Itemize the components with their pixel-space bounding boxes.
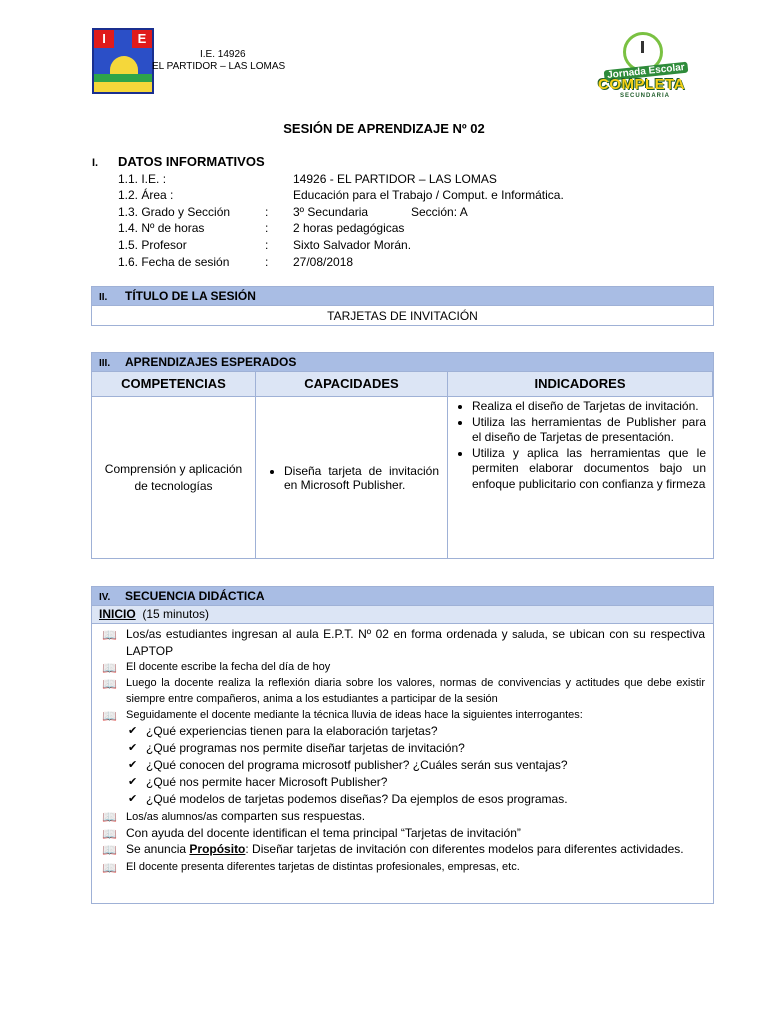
question-text: ¿Qué experiencias tienen para la elaboración tarjetas?	[146, 724, 438, 738]
info-colon: :	[265, 205, 269, 219]
question-text: ¿Qué conocen del programa microsotf publisher? ¿Cuáles serán sus ventajas?	[146, 758, 568, 772]
question-item	[126, 791, 705, 808]
questions-list	[100, 723, 705, 808]
step-item	[100, 626, 705, 659]
logo-letter-i: I	[94, 30, 114, 48]
aprendizajes-heading	[92, 353, 713, 372]
info-label: 1.5. Profesor	[118, 238, 187, 252]
check-icon: ✔	[128, 793, 138, 805]
info-label: 1.1. I.E. :	[118, 172, 167, 186]
info-label: 1.4. Nº de horas	[118, 221, 205, 235]
book-icon: 📖	[102, 677, 117, 691]
titulo-heading-text: TÍTULO DE LA SESIÓN	[125, 289, 256, 303]
step-text: : Diseñar tarjetas de invitación con diferentes modelos para diferentes actividades.	[245, 842, 684, 856]
book-icon: 📖	[102, 810, 117, 824]
book-icon: 📖	[102, 661, 117, 675]
step-item	[100, 707, 705, 723]
column-header-competencias: COMPETENCIAS	[92, 372, 256, 397]
step-item	[100, 808, 705, 825]
column-header-indicadores: INDICADORES	[448, 372, 713, 397]
question-text: ¿Qué modelos de tarjetas podemos diseñas? Da ejemplos de esos programas.	[146, 792, 568, 806]
jec-logo	[596, 30, 696, 102]
jec-line-3: SECUNDARIA	[620, 93, 671, 99]
school-name	[152, 49, 285, 73]
indicadores-list	[452, 399, 706, 492]
titulo-section	[91, 286, 714, 326]
info-label: 1.2. Área :	[118, 188, 174, 202]
titulo-num: II.	[99, 292, 108, 303]
secuencia-num: IV.	[99, 592, 111, 603]
info-value: 3º Secundaria	[293, 205, 369, 219]
datos-num: I.	[92, 157, 99, 169]
titulo-heading	[92, 287, 713, 306]
question-item	[126, 757, 705, 774]
step-text: Luego la docente realiza la reflexión diaria sobre los valores, normas de convivencias y actitudes que debe existir siempre entre compañeros, anima a los estudiantes a participar de la sesión	[126, 677, 705, 705]
indicador-item: • Realiza el diseño de Tarjetas de invitación.	[472, 399, 706, 415]
aprendizajes-num: III.	[99, 358, 111, 369]
question-text: ¿Qué programas nos permite diseñar tarjetas de invitación?	[146, 741, 465, 755]
step-text: comparten sus respuestas.	[217, 809, 366, 823]
capacidad-item: • Diseña tarjeta de invitación en Microsoft Publisher.	[284, 464, 439, 492]
document-title: SESIÓN DE APRENDIZAJE Nº 02	[283, 121, 485, 136]
secuencia-heading	[92, 587, 713, 606]
check-icon: ✔	[128, 776, 138, 788]
info-value: 27/08/2018	[293, 255, 354, 269]
step-text: Con ayuda del docente identifican el tema principal “Tarjetas de invitación”	[126, 826, 521, 840]
info-value: Educación para el Trabajo / Comput. e Informática.	[293, 188, 564, 202]
school-line-1: I.E. 14926	[200, 49, 246, 60]
step-text: El docente escribe la fecha del día de hoy	[126, 661, 331, 673]
step-text: saluda	[512, 629, 545, 641]
school-logo	[92, 28, 154, 94]
book-icon: 📖	[102, 709, 117, 723]
question-text: ¿Qué nos permite hacer Microsoft Publisher?	[146, 775, 388, 789]
book-icon: 📖	[102, 843, 117, 857]
competencia-text: Comprensión y aplicación de tecnologías	[104, 461, 243, 493]
proposito-label: Propósito	[189, 842, 246, 856]
aprendizajes-table	[92, 372, 713, 558]
info-extra: Sección: A	[411, 205, 468, 219]
info-colon: :	[265, 221, 269, 235]
question-item	[126, 740, 705, 757]
info-value: 2 horas pedagógicas	[293, 221, 405, 235]
book-icon: 📖	[102, 827, 117, 841]
school-line-2: EL PARTIDOR – LAS LOMAS	[152, 61, 286, 72]
secuencia-heading-text: SECUENCIA DIDÁCTICA	[125, 589, 265, 603]
step-item	[100, 860, 705, 875]
check-icon: ✔	[128, 742, 138, 754]
secuencia-section	[91, 586, 714, 904]
indicador-item: • Utiliza y aplica las herramientas que le permiten elaborar documentos bajo un enfoque publicitario con confianza y firmeza	[472, 446, 706, 493]
competencia-cell	[92, 397, 256, 558]
inicio-row	[92, 606, 713, 624]
info-label: 1.3. Grado y Sección	[118, 205, 231, 219]
check-icon: ✔	[128, 725, 138, 737]
steps-list	[92, 624, 713, 875]
step-text: Los/as alumnos/as	[126, 811, 218, 823]
indicadores-cell	[448, 397, 713, 558]
session-title: TARJETAS DE INVITACIÓN	[327, 309, 478, 323]
info-colon: :	[265, 238, 269, 252]
question-item	[126, 723, 705, 740]
info-label: 1.6. Fecha de sesión	[118, 255, 230, 269]
book-icon: 📖	[102, 861, 117, 875]
column-header-capacidades: CAPACIDADES	[256, 372, 448, 397]
book-icon: 📖	[102, 628, 117, 642]
logo-foot	[94, 82, 152, 92]
step-text: , se ubican con su respectiva LAPTOP	[126, 627, 705, 658]
jec-line-2: COMPLETA	[598, 76, 686, 93]
indicador-item: • Utiliza las herramientas de Publisher para el diseño de Tarjetas de presentación.	[472, 415, 706, 446]
logo-letter-e: E	[132, 30, 152, 48]
jec-line-1: Jornada Escolar	[604, 62, 689, 82]
capacidad-cell	[256, 397, 448, 558]
step-item	[100, 841, 705, 857]
step-item	[100, 675, 705, 707]
logo-band	[94, 74, 152, 82]
info-value: Sixto Salvador Morán.	[293, 238, 412, 252]
aprendizajes-heading-text: APRENDIZAJES ESPERADOS	[125, 355, 297, 369]
inicio-label: INICIO	[99, 607, 136, 621]
step-text: Se anuncia	[126, 842, 190, 856]
check-icon: ✔	[128, 759, 138, 771]
step-text: Los/as estudiantes ingresan al aula E.P.T. Nº 02 en forma ordenada y	[126, 627, 508, 641]
datos-heading-text: DATOS INFORMATIVOS	[118, 154, 265, 169]
question-item	[126, 774, 705, 791]
capacidad-list	[264, 464, 439, 492]
info-value: 14926 - EL PARTIDOR – LAS LOMAS	[293, 172, 497, 186]
step-item	[100, 825, 705, 841]
datos-heading	[92, 154, 265, 169]
step-text: Seguidamente el docente mediante la técnica lluvia de ideas hace la siguientes interrogantes:	[126, 709, 583, 721]
inicio-time: (15 minutos)	[142, 607, 210, 621]
aprendizajes-section	[91, 352, 714, 559]
step-text: El docente presenta diferentes tarjetas de distintas profesionales, empresas, etc.	[126, 861, 520, 873]
step-item	[100, 659, 705, 675]
info-colon: :	[265, 255, 269, 269]
